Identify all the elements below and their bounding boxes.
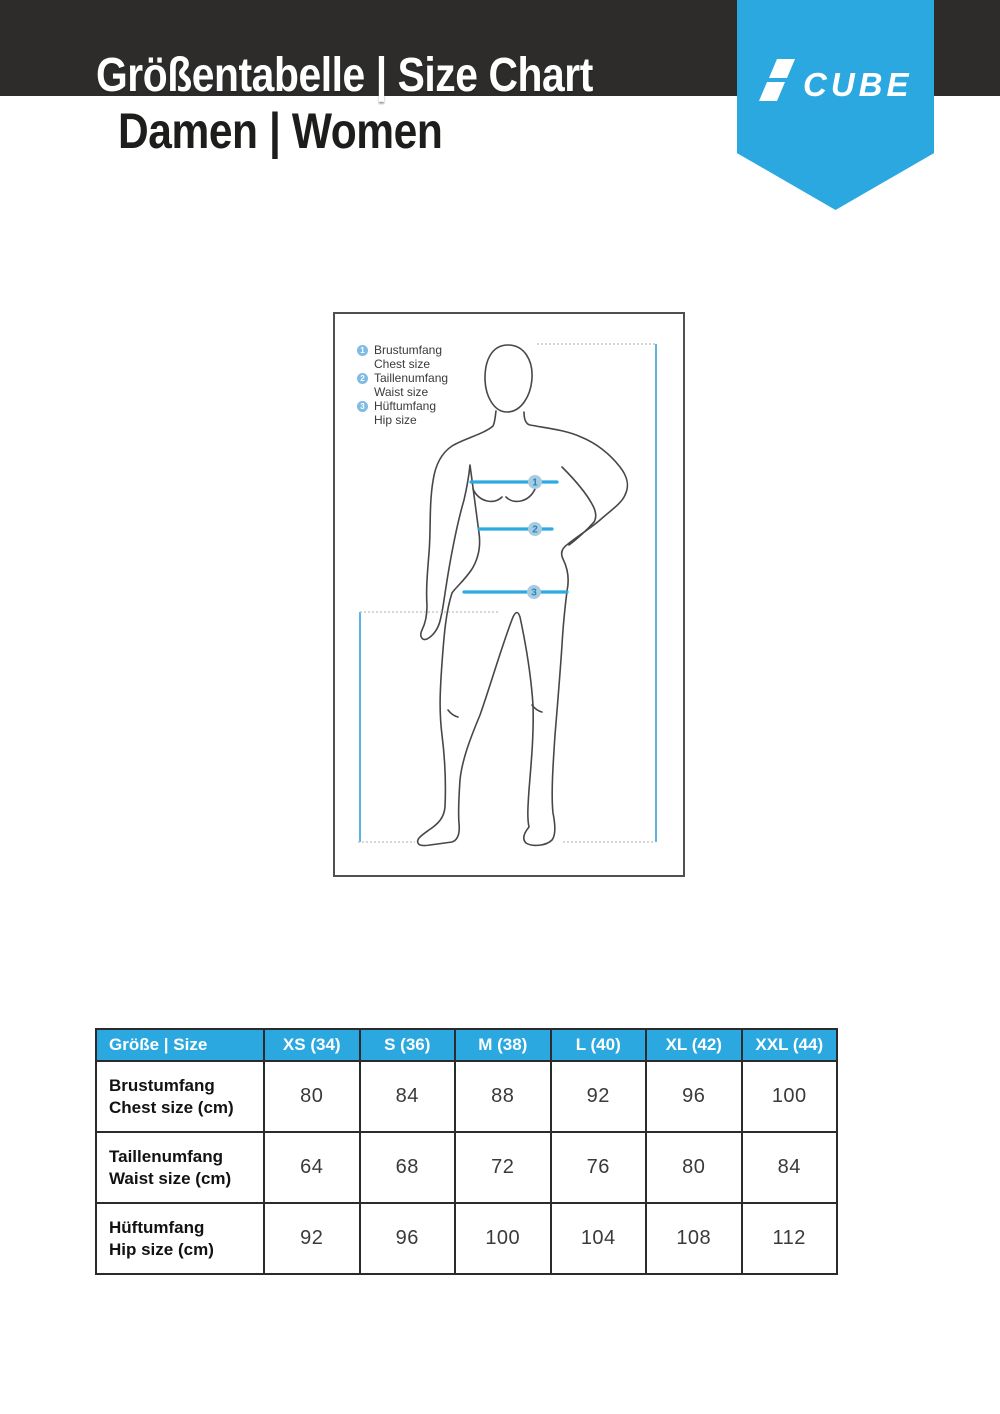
cube-logo xyxy=(751,56,919,108)
size-value-cell: 108 xyxy=(646,1203,742,1274)
row-label-de: Brustumfang xyxy=(109,1075,215,1095)
legend-label-de: Brustumfang xyxy=(374,343,443,357)
legend-text xyxy=(374,399,436,427)
col-header-xs: XS (34) xyxy=(264,1029,360,1061)
size-value-cell: 84 xyxy=(742,1132,838,1203)
legend-label-en: Chest size xyxy=(374,357,431,371)
legend-item xyxy=(355,371,448,399)
page-subtitle: Damen | Women xyxy=(118,103,443,159)
legend-number-badge: 1 xyxy=(357,345,368,356)
head-outline xyxy=(485,345,532,412)
col-header-xl: XL (42) xyxy=(646,1029,742,1061)
legend-text xyxy=(374,371,448,399)
measurement-legend xyxy=(355,343,448,427)
marker-number-1: 1 xyxy=(532,477,538,489)
legend-text xyxy=(374,343,442,371)
row-label xyxy=(96,1203,264,1274)
row-label-en: Chest size (cm) xyxy=(109,1097,234,1117)
size-value-cell: 88 xyxy=(455,1061,551,1132)
legend-label-de: Taillenumfang xyxy=(374,371,449,385)
size-value-cell: 72 xyxy=(455,1132,551,1203)
page-title: Größentabelle | Size Chart xyxy=(96,49,593,102)
size-value-cell: 112 xyxy=(742,1203,838,1274)
table-row-hip xyxy=(96,1203,837,1274)
size-value-cell: 76 xyxy=(551,1132,647,1203)
row-label xyxy=(96,1061,264,1132)
table-row-waist xyxy=(96,1132,837,1203)
legend-item xyxy=(355,343,448,371)
size-value-cell: 84 xyxy=(360,1061,456,1132)
size-value-cell: 100 xyxy=(742,1061,838,1132)
size-value-cell: 96 xyxy=(360,1203,456,1274)
cube-logo-icon xyxy=(759,59,795,101)
legend-number-badge: 2 xyxy=(357,373,368,384)
brand-ribbon xyxy=(737,0,934,210)
cube-logo-text: CUBE xyxy=(803,66,913,103)
size-value-cell: 64 xyxy=(264,1132,360,1203)
size-value-cell: 92 xyxy=(264,1203,360,1274)
col-header-l: L (40) xyxy=(551,1029,647,1061)
row-label xyxy=(96,1132,264,1203)
legend-number-badge: 3 xyxy=(357,401,368,412)
size-value-cell: 68 xyxy=(360,1132,456,1203)
size-value-cell: 80 xyxy=(646,1132,742,1203)
size-table-header-row xyxy=(96,1029,837,1061)
body-outline xyxy=(418,345,628,846)
col-header-size: Größe | Size xyxy=(96,1029,264,1061)
row-label-de: Hüftumfang xyxy=(109,1217,205,1237)
size-value-cell: 100 xyxy=(455,1203,551,1274)
size-value-cell: 92 xyxy=(551,1061,647,1132)
size-table xyxy=(95,1028,838,1275)
legend-label-en: Waist size xyxy=(374,385,429,399)
col-header-m: M (38) xyxy=(455,1029,551,1061)
measurement-diagram xyxy=(333,312,685,877)
legend-label-en: Hip size xyxy=(374,413,417,427)
col-header-s: S (36) xyxy=(360,1029,456,1061)
size-value-cell: 96 xyxy=(646,1061,742,1132)
table-row-chest xyxy=(96,1061,837,1132)
size-value-cell: 104 xyxy=(551,1203,647,1274)
row-label-de: Taillenumfang xyxy=(109,1146,223,1166)
legend-item xyxy=(355,399,448,427)
row-label-en: Hip size (cm) xyxy=(109,1239,214,1259)
col-header-xxl: XXL (44) xyxy=(742,1029,838,1061)
body-path xyxy=(418,411,628,846)
marker-number-3: 3 xyxy=(531,587,537,599)
row-label-en: Waist size (cm) xyxy=(109,1168,232,1188)
marker-number-2: 2 xyxy=(532,524,538,536)
size-value-cell: 80 xyxy=(264,1061,360,1132)
legend-label-de: Hüftumfang xyxy=(374,399,437,413)
